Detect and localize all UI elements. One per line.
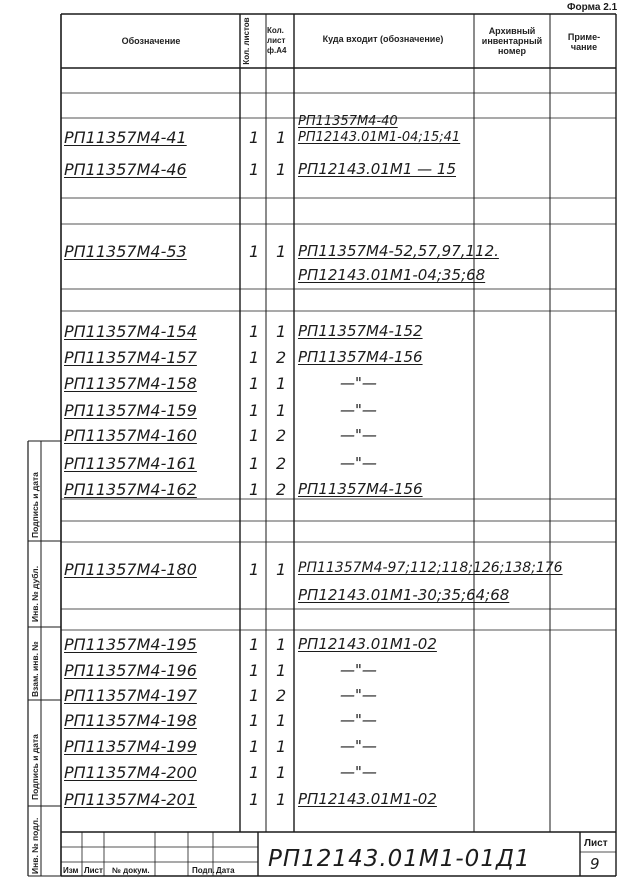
where-used-cell: РП11357М4-40	[298, 114, 398, 129]
footer-col-sheet: Лист	[84, 866, 103, 875]
sheets-a4-cell: 2	[276, 348, 287, 367]
where-used-cell: РП11357М4-152	[298, 322, 423, 340]
sheets-count-cell: 1	[249, 763, 260, 782]
where-used-cell: РП12143.01М1-30;35;64;68	[298, 586, 510, 604]
sheets-a4-cell: 1	[276, 401, 287, 420]
designation-cell: РП11357М4-200	[64, 763, 197, 782]
sheets-a4-cell: 2	[276, 454, 287, 473]
designation-cell: РП11357М4-201	[64, 790, 197, 809]
sheets-a4-cell: 1	[276, 763, 287, 782]
sheets-count-cell: 1	[249, 635, 260, 654]
where-used-cell: —"—	[340, 426, 377, 444]
sheets-count-cell: 1	[249, 322, 260, 341]
designation-cell: РП11357М4-158	[64, 374, 197, 393]
where-used-cell: РП11357М4-52,57,97,112.	[298, 242, 499, 260]
sheets-count-cell: 1	[249, 661, 260, 680]
sheets-a4-cell: 1	[276, 322, 287, 341]
where-used-cell: —"—	[340, 763, 377, 781]
sheets-count-cell: 1	[249, 454, 260, 473]
where-used-cell: —"—	[340, 737, 377, 755]
header-sheets-count: Кол. листов	[242, 17, 251, 65]
where-used-cell: РП12143.01М1-04;15;41	[298, 130, 461, 145]
where-used-cell: —"—	[340, 711, 377, 729]
where-used-cell: РП11357М4-156	[298, 348, 423, 366]
where-used-cell: РП12143.01М1-04;35;68	[298, 266, 486, 284]
footer-col-doc-number: № докум.	[112, 866, 150, 875]
sheets-a4-cell: 1	[276, 711, 287, 730]
header-note: Приме- чание	[567, 32, 601, 52]
sheets-a4-cell: 2	[276, 686, 287, 705]
side-label-signature-date-1: Подпись и дата	[30, 472, 40, 538]
sheets-count-cell: 1	[249, 348, 260, 367]
sheets-count-cell: 1	[249, 401, 260, 420]
designation-cell: РП11357М4-161	[64, 454, 197, 473]
sheets-count-cell: 1	[249, 711, 260, 730]
sheets-a4-cell: 1	[276, 635, 287, 654]
where-used-cell: РП12143.01М1 — 15	[298, 160, 457, 178]
designation-cell: РП11357М4-199	[64, 737, 197, 756]
designation-cell: РП11357М4-162	[64, 480, 197, 499]
sheets-a4-cell: 2	[276, 426, 287, 445]
sheets-a4-cell: 1	[276, 242, 287, 261]
sheets-a4-cell: 1	[276, 128, 287, 147]
sheets-a4-cell: 1	[276, 737, 287, 756]
header-where-used: Куда входит (обозначение)	[322, 34, 444, 44]
sheet-number: 9	[590, 855, 600, 873]
sheets-count-cell: 1	[249, 242, 260, 261]
where-used-cell: РП12143.01М1-02	[298, 790, 437, 808]
designation-cell: РП11357М4-46	[64, 160, 187, 179]
sheets-count-cell: 1	[249, 374, 260, 393]
designation-cell: РП11357М4-195	[64, 635, 197, 654]
footer-col-change: Изм	[63, 866, 79, 875]
side-label-signature-date-2: Подпись и дата	[30, 734, 40, 800]
sheets-count-cell: 1	[249, 737, 260, 756]
header-archive-number: Архивный инвентарный номер	[481, 26, 543, 56]
where-used-cell: —"—	[340, 374, 377, 392]
footer-col-date: Дата	[216, 866, 235, 875]
where-used-cell: —"—	[340, 454, 377, 472]
header-sheets-a4: Кол. лист ф.А4	[267, 26, 287, 55]
designation-cell: РП11357М4-198	[64, 711, 197, 730]
side-label-replacement-inv: Взам. инв. №	[30, 641, 40, 697]
sheet-label: Лист	[584, 838, 608, 849]
designation-cell: РП11357М4-196	[64, 661, 197, 680]
sheets-a4-cell: 1	[276, 160, 287, 179]
sheets-a4-cell: 1	[276, 790, 287, 809]
designation-cell: РП11357М4-53	[64, 242, 187, 261]
sheets-a4-cell: 1	[276, 661, 287, 680]
sheets-count-cell: 1	[249, 686, 260, 705]
sheets-count-cell: 1	[249, 160, 260, 179]
where-used-cell: РП12143.01М1-02	[298, 635, 437, 653]
sheets-count-cell: 1	[249, 790, 260, 809]
designation-cell: РП11357М4-180	[64, 560, 197, 579]
sheets-count-cell: 1	[249, 560, 260, 579]
document-code: РП12143.01М1-01Д1	[268, 846, 531, 872]
where-used-cell: РП11357М4-156	[298, 480, 423, 498]
where-used-cell: —"—	[340, 661, 377, 679]
where-used-cell: РП11357М4-97;112;118;126;138;176	[298, 560, 563, 576]
header-designation: Обозначение	[121, 36, 181, 46]
sheets-count-cell: 1	[249, 426, 260, 445]
side-label-original-inv: Инв. № подл.	[30, 817, 40, 874]
sheets-a4-cell: 2	[276, 480, 287, 499]
designation-cell: РП11357М4-41	[64, 128, 187, 147]
sheets-a4-cell: 1	[276, 374, 287, 393]
where-used-cell: —"—	[340, 401, 377, 419]
designation-cell: РП11357М4-159	[64, 401, 197, 420]
designation-cell: РП11357М4-197	[64, 686, 197, 705]
designation-cell: РП11357М4-160	[64, 426, 197, 445]
sheets-count-cell: 1	[249, 480, 260, 499]
designation-cell: РП11357М4-154	[64, 322, 197, 341]
where-used-cell: —"—	[340, 686, 377, 704]
form-label: Форма 2.1	[567, 2, 618, 13]
sheets-count-cell: 1	[249, 128, 260, 147]
side-label-duplicate-inv: Инв. № дубл.	[30, 565, 40, 622]
sheets-a4-cell: 1	[276, 560, 287, 579]
footer-col-signature: Подп.	[192, 866, 215, 875]
designation-cell: РП11357М4-157	[64, 348, 197, 367]
